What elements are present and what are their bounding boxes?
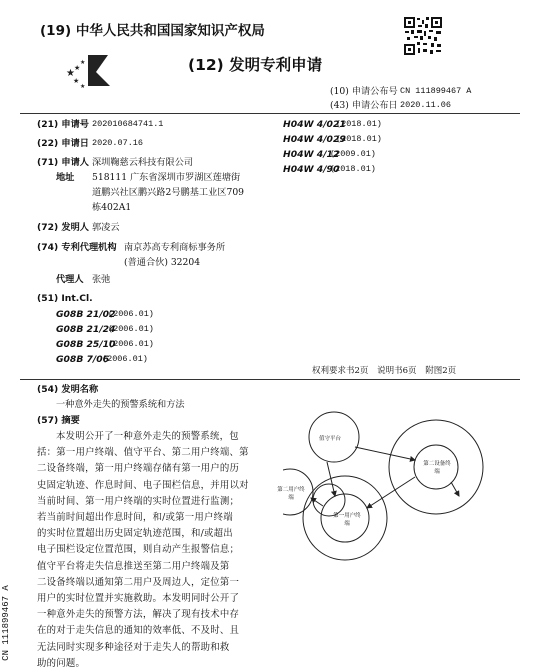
abstract-line: 括：第一用户终端、值守平台、第二用户终端、第 (37, 447, 249, 459)
side-patent-number: CN 111899467 A (1, 585, 11, 661)
abstract-line: 无法同时实现多种途径对于走失人的帮助和救 (37, 641, 230, 653)
middle-divider (20, 379, 520, 380)
svg-text:★: ★ (66, 68, 75, 79)
agent: 张弛 (92, 274, 111, 285)
agency-line: 南京苏高专利商标事务所 (124, 242, 226, 253)
ipc-code: G08B 7/06 (56, 354, 110, 365)
label-second-device: 第二设备终端 (423, 461, 451, 475)
page-count: 权利要求书2页 说明书6页 附图2页 (312, 366, 457, 376)
pub-date: 2020.11.06 (400, 100, 452, 110)
abstract-label: (57) 摘要 (37, 415, 80, 426)
app-no: 202010684741.1 (92, 119, 164, 129)
ipc-code: H04W 4/021 (283, 119, 346, 130)
ipc-code: H04W 4/90 (283, 164, 340, 175)
address-line: 栋402A1 (92, 202, 132, 213)
agency-line: (普通合伙) 32204 (124, 257, 201, 268)
abstract-line: 用户的实时位置并实施救助。本发明同时公开了 (37, 593, 240, 605)
pub-number: CN 111899467 A (400, 86, 472, 96)
address-line: 518111 广东省深圳市罗湖区莲塘街 (92, 172, 241, 183)
abstract-line: 值守平台将走失信息推送至第二用户终端及第 (37, 560, 230, 572)
office-name: (19) 中华人民共和国国家知识产权局 (40, 23, 265, 39)
applicant-label: (71) 申请人 (37, 157, 89, 168)
abstract-line: 在的对于走失信息的通知的效率低、不及时、且 (37, 625, 240, 637)
abstract-line: 当前时间、第一用户终端的实时位置进行监测； (37, 495, 240, 507)
app-date: 2020.07.16 (92, 138, 144, 148)
ipc-code: G08B 21/24 (56, 324, 116, 335)
agency-label: (74) 专利代理机构 (37, 242, 117, 253)
abstract-line: 电子围栏设定位置范围，则自动产生报警信息； (37, 544, 240, 556)
pub-date-label: (43) 申请公布日 (330, 100, 398, 111)
abstract-line: 助的问题。 (37, 657, 86, 669)
ipc-year: (2018.01) (336, 134, 382, 144)
ipc-year: (2009.01) (330, 149, 376, 159)
address-label: 地址 (56, 172, 75, 183)
app-no-label: (21) 申请号 (37, 119, 89, 130)
abstract-line: 的实时位置超出历史固定轨迹范围，和/或超出 (37, 528, 233, 540)
top-divider (20, 113, 520, 114)
ipc-year: (2018.01) (336, 119, 382, 129)
svg-text:★: ★ (80, 59, 86, 66)
abstract-line: 二设备终端，第一用户终端存储有第一用户的历 (37, 463, 240, 475)
svg-text:★: ★ (74, 64, 81, 72)
label-platform: 值守平台 (319, 436, 342, 442)
intcl-label: (51) Int.Cl. (37, 293, 93, 304)
qr-code (403, 16, 443, 56)
ipc-code: H04W 4/029 (283, 134, 346, 145)
ipc-year: (2006.01) (108, 324, 154, 334)
abstract-line: 本发明公开了一种意外走失的预警系统，包 (56, 431, 239, 442)
ipc-year: (2006.01) (108, 339, 154, 349)
inventor: 郭凌云 (92, 222, 120, 233)
abstract-line: 二设备终端以通知第二用户及周边人，定位第一 (37, 576, 240, 588)
svg-text:★: ★ (80, 83, 86, 90)
ipc-code: G08B 25/10 (56, 339, 116, 350)
abstract-line: 一种意外走失的预警方法，解决了现有技术中存 (37, 609, 240, 621)
title-label: (54) 发明名称 (37, 384, 99, 395)
applicant: 深圳鞠慈云科技有限公司 (92, 157, 194, 168)
label-second-user: 第二用户终端 (277, 487, 305, 501)
ipc-year: (2006.01) (108, 309, 154, 319)
address-line: 道鹏兴社区鹏兴路2号鹏基工业区709 (92, 187, 245, 198)
invention-title: 一种意外走失的预警系统和方法 (56, 399, 185, 410)
agent-label: 代理人 (56, 274, 84, 285)
abstract-line: 史固定轨迹、作息时间、电子围栏信息，并用以对 (37, 479, 249, 491)
app-date-label: (22) 申请日 (37, 138, 89, 149)
ipc-year: (2006.01) (102, 354, 148, 364)
abstract-figure (277, 390, 523, 570)
ipc-code: G08B 21/02 (56, 309, 116, 320)
ipc-year: (2018.01) (330, 164, 376, 174)
abstract-text (37, 429, 275, 672)
document-type: (12) 发明专利申请 (188, 56, 323, 74)
label-first-user: 第一用户终端 (333, 513, 361, 527)
cnipa-logo (62, 50, 122, 90)
abstract-line: 若当前时间超出作息时间，和/或第一用户终端 (37, 512, 233, 524)
inventor-label: (72) 发明人 (37, 222, 89, 233)
svg-text:★: ★ (73, 77, 80, 85)
ipc-code: H04W 4/12 (283, 149, 340, 160)
pub-number-label: (10) 申请公布号 (330, 86, 398, 97)
